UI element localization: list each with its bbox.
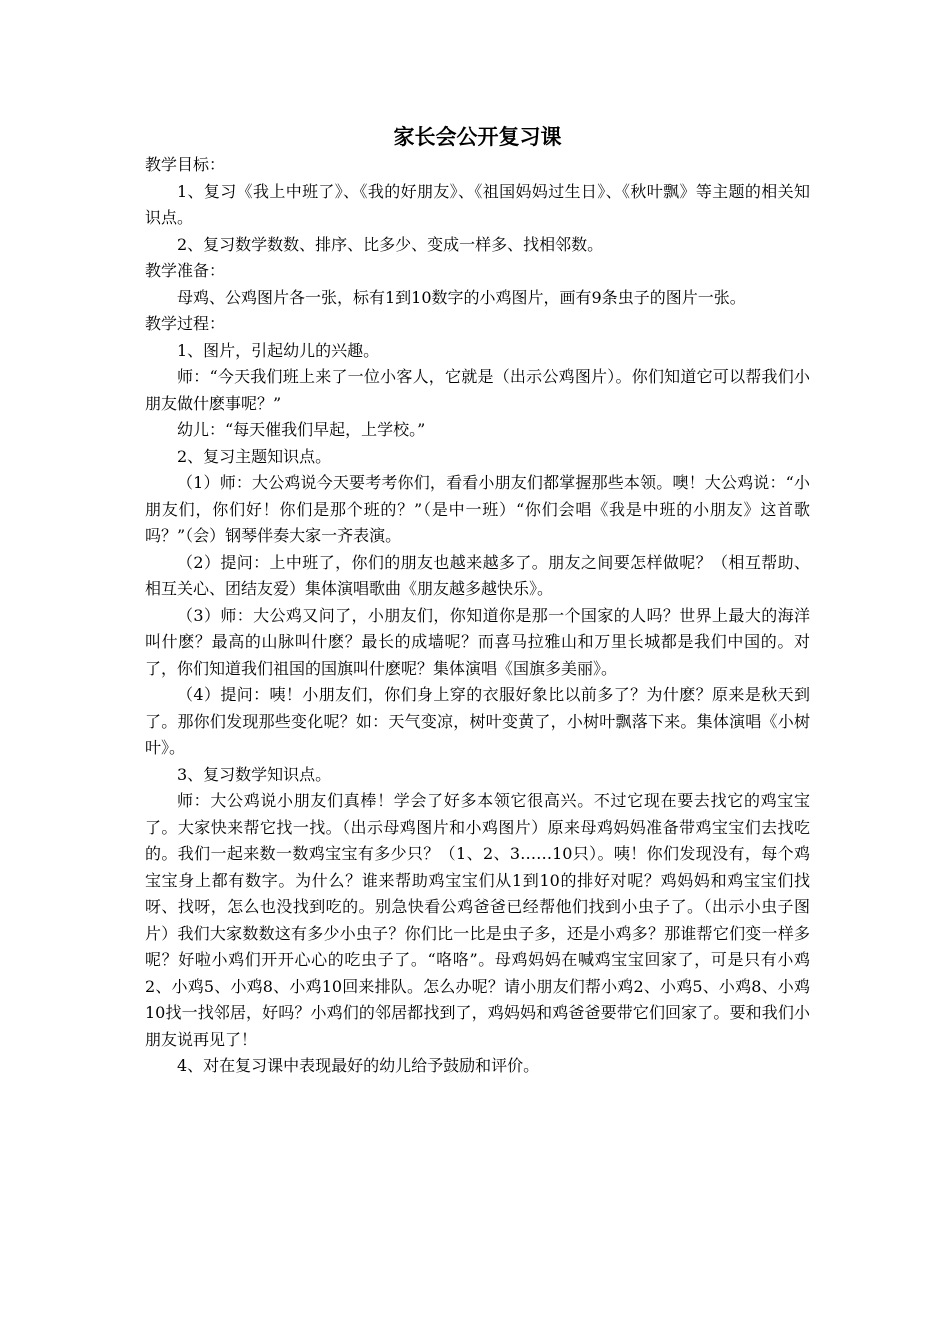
document-page — [145, 122, 810, 1080]
body-paragraph: 师：大公鸡说小朋友们真棒！学会了好多本领它很高兴。不过它现在要去找它的鸡宝宝了。大家快来帮它找一找。（出示母鸡图片和小鸡图片）原来母鸡妈妈准备带鸡宝宝们去找吃的。我们一起来数一数鸡宝宝有多少只？（1、2、3……10只）。咦！你们发现没有，每个鸡宝宝身上都有数字。为什么？谁来帮助鸡宝宝们从1到10的排好对呢？鸡妈妈和鸡宝宝们找呀、找呀，怎么也没找到吃的。别急快看公鸡爸爸已经帮他们找到小虫子了。（出示小虫子图片）我们大家数数这有多少小虫子？你们比一比是虫子多，还是小鸡多？那谁帮它们变一样多呢？好啦小鸡们开开心心的吃虫子了。“咯咯”。母鸡妈妈在喊鸡宝宝回家了，可是只有小鸡2、小鸡5、小鸡8、小鸡10回来排队。怎么办呢？请小朋友们帮小鸡2、小鸡5、小鸡8、小鸡10找一找邻居，好吗？小鸡们的邻居都找到了，鸡妈妈和鸡爸爸要带它们回家了。要和我们小朋友说再见了！ — [145, 791, 810, 1049]
body-paragraph: （4）提问：咦！小朋友们，你们身上穿的衣服好象比以前多了？为什麽？原来是秋天到了。那你们发现那些变化呢？如：天气变凉，树叶变黄了，小树叶飘落下来。集体演唱《小树叶》。 — [145, 685, 810, 757]
body-paragraph: 3、复习数学知识点。 — [177, 764, 332, 784]
section-heading: 教学过程： — [145, 314, 226, 333]
body-paragraph: （3）师：大公鸡又问了，小朋友们，你知道你是那一个国家的人吗？世界上最大的海洋叫什麽？最高的山脉叫什麽？最长的成墙呢？而喜马拉雅山和万里长城都是我们中国的。对了，你们知道我们祖国的国旗叫什麽呢？集体演唱《国旗多美丽》。 — [145, 605, 810, 678]
body-paragraph: 母鸡、公鸡图片各一张，标有1到10数字的小鸡图片，画有9条虫子的图片一张。 — [177, 287, 746, 307]
body-paragraph: （2）提问：上中班了，你们的朋友也越来越多了。朋友之间要怎样做呢？（相互帮助、相互关心、团结友爱）集体演唱歌曲《朋友越多越快乐》。 — [145, 552, 810, 598]
body-paragraph: （1）师：大公鸡说今天要考考你们，看看小朋友们都掌握那些本领。噢！大公鸡说：“小朋友们，你们好！你们是那个班的？”（是中一班）“你们会唱《我是中班的小朋友》这首歌吗？”（会）钢琴伴奏大家一齐表演。 — [145, 473, 810, 545]
section-heading: 教学准备： — [145, 261, 226, 280]
document-body — [145, 152, 810, 1080]
body-paragraph: 师：“今天我们班上来了一位小客人，它就是（出示公鸡图片）。你们知道它可以帮我们小朋友做什麽事呢？” — [145, 367, 810, 413]
document-title: 家长会公开复习课 — [393, 124, 562, 149]
section-heading: 教学目标： — [145, 155, 226, 174]
body-paragraph: 1、图片，引起幼儿的兴趣。 — [177, 340, 380, 360]
body-paragraph: 4、对在复习课中表现最好的幼儿给予鼓励和评价。 — [177, 1056, 540, 1075]
body-paragraph: 幼儿：“每天催我们早起，上学校。” — [177, 420, 426, 439]
body-paragraph: 2、复习数学数数、排序、比多少、变成一样多、找相邻数。 — [177, 234, 604, 254]
body-paragraph: 2、复习主题知识点。 — [177, 446, 332, 466]
body-paragraph: 1、复习《我上中班了》、《我的好朋友》、《祖国妈妈过生日》、《秋叶飘》等主题的相关知识点。 — [145, 181, 810, 227]
